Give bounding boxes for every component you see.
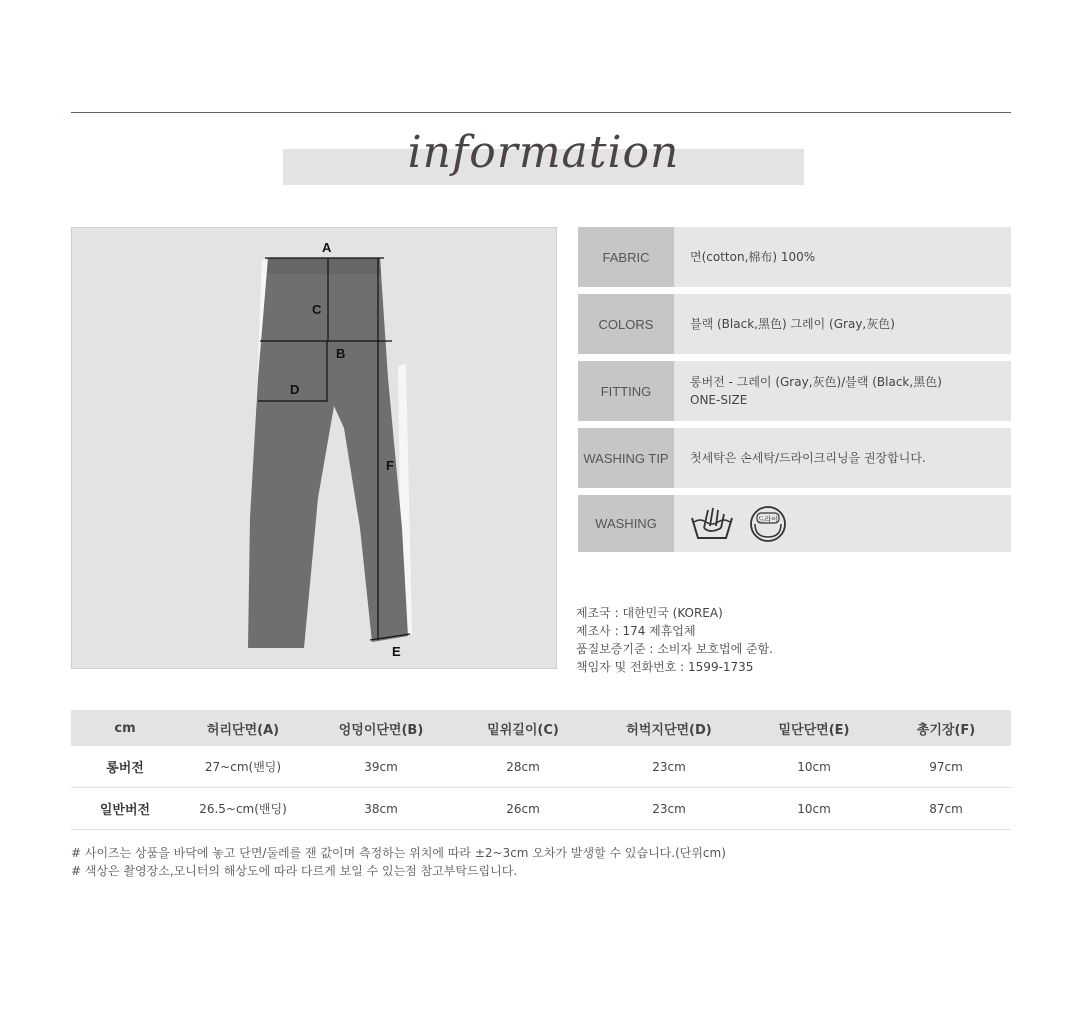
size-table: [71, 710, 1011, 830]
col-header-waist: 허리단면(A): [179, 710, 307, 746]
table-cell: 27~cm(밴딩): [179, 746, 307, 788]
row-label: 일반버전: [71, 788, 179, 830]
washing-icons: [688, 503, 788, 545]
measurement-diagram: [71, 227, 557, 669]
table-cell: 23cm: [591, 788, 747, 830]
washing-tip-label: WASHING TIP: [578, 428, 674, 488]
manufacturer-info: [576, 604, 773, 676]
table-cell: 10cm: [747, 746, 881, 788]
col-header-unit: cm: [71, 710, 179, 746]
dry-clean-text: 드라이: [757, 515, 779, 524]
washing-tip-value: [690, 428, 1005, 488]
col-header-rise: 밑위길이(C): [455, 710, 591, 746]
col-header-hip: 엉덩이단면(B): [307, 710, 455, 746]
col-header-thigh: 허벅지단면(D): [591, 710, 747, 746]
origin-line: 제조국 : 대한민국 (KOREA): [576, 606, 723, 620]
warranty-line: 품질보증기준 : 소비자 보호법에 준함.: [576, 642, 773, 656]
table-cell: 87cm: [881, 788, 1011, 830]
fitting-label: FITTING: [578, 361, 674, 421]
size-table-header: [71, 710, 1011, 746]
washing-tip-line: 첫세탁은 손세탁/드라이크리닝을 권장합니다.: [690, 451, 926, 465]
table-cell: 26cm: [455, 788, 591, 830]
maker-line: 제조사 : 174 제휴업체: [576, 624, 696, 638]
label-a: A: [322, 240, 332, 255]
col-header-hem: 밑단단면(E): [747, 710, 881, 746]
label-c: C: [312, 302, 322, 317]
fitting-line-1: 롱버전 - 그레이 (Gray,灰色)/블랙 (Black,黑色): [690, 375, 942, 389]
info-banner: [283, 127, 804, 185]
fabric-value: [690, 227, 1005, 287]
col-header-length: 총기장(F): [881, 710, 1011, 746]
info-row-fitting: [578, 361, 1011, 421]
label-b: B: [336, 346, 346, 361]
note-measurement: # 사이즈는 상품을 바닥에 놓고 단면/둘레를 잰 값이며 측정하는 위치에 따라 ±2~3cm 오차가 발생할 수 있습니다.(단위cm): [71, 846, 726, 860]
table-cell: 38cm: [307, 788, 455, 830]
washing-label: WASHING: [578, 495, 674, 552]
colors-value: [690, 294, 1005, 354]
table-cell: 39cm: [307, 746, 455, 788]
info-row-washing-tip: [578, 428, 1011, 488]
table-cell: 26.5~cm(밴딩): [179, 788, 307, 830]
colors-label: COLORS: [578, 294, 674, 354]
fitting-value: [690, 361, 1005, 421]
label-e: E: [392, 644, 401, 659]
table-row: [71, 746, 1011, 788]
table-cell: 97cm: [881, 746, 1011, 788]
contact-line: 책임자 및 전화번호 : 1599-1735: [576, 660, 754, 674]
table-cell: 28cm: [455, 746, 591, 788]
table-cell: 23cm: [591, 746, 747, 788]
info-row-colors: [578, 294, 1011, 354]
fabric-label: FABRIC: [578, 227, 674, 287]
table-cell: 10cm: [747, 788, 881, 830]
label-d: D: [290, 382, 300, 397]
colors-line: 블랙 (Black,黑色) 그레이 (Gray,灰色): [690, 317, 895, 331]
row-label: 롱버전: [71, 746, 179, 788]
dry-clean-icon: [748, 504, 788, 544]
hand-wash-icon: [688, 504, 736, 544]
fitting-line-2: ONE-SIZE: [690, 393, 748, 407]
note-color: # 색상은 촬영장소,모니터의 해상도에 따라 다르게 보일 수 있는점 참고부탁드립니다.: [71, 864, 518, 878]
top-divider: [71, 112, 1011, 113]
label-f: F: [386, 458, 394, 473]
info-row-washing: [578, 495, 1011, 552]
size-notes: [71, 844, 726, 880]
info-row-fabric: [578, 227, 1011, 287]
fabric-line: 면(cotton,棉布) 100%: [690, 250, 816, 264]
banner-title: information: [407, 127, 680, 178]
table-row: [71, 788, 1011, 830]
pants-diagram-svg: [72, 228, 558, 670]
waistband: [267, 258, 381, 274]
